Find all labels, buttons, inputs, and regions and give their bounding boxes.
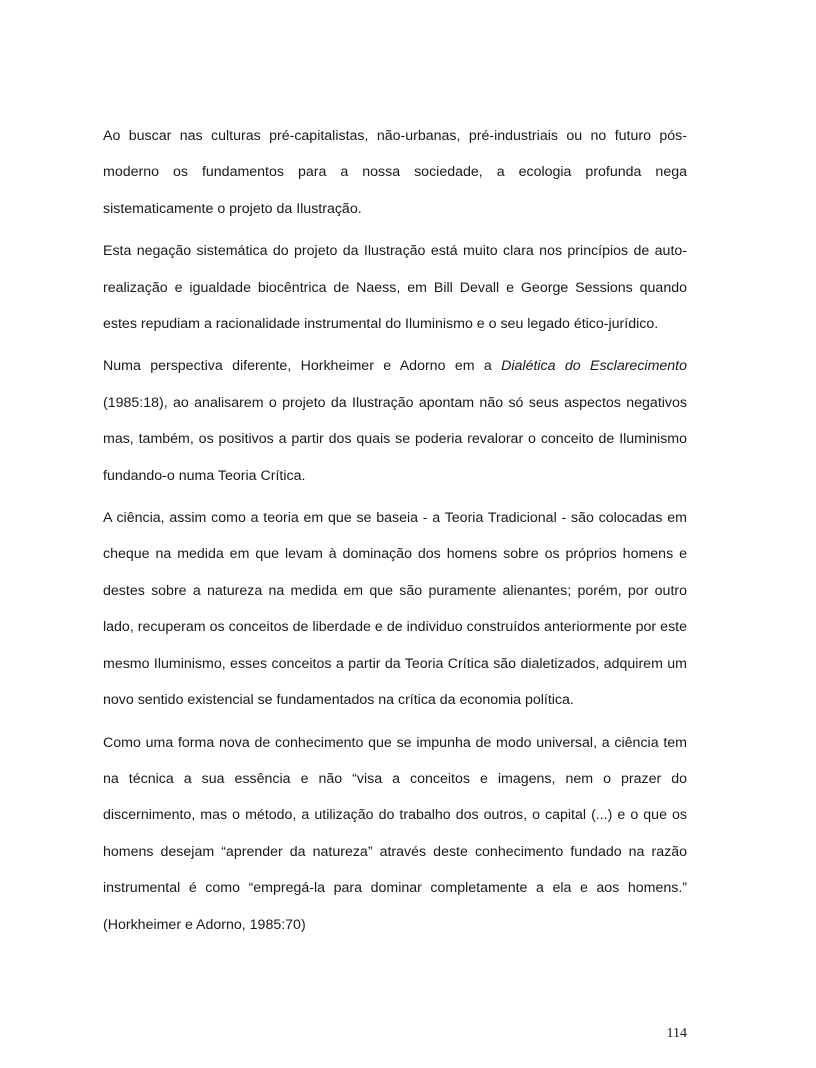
- paragraph-conhecimento-universal: Como uma forma nova de conhecimento que se impunha de modo universal, a ciência tem na técnica a sua essência e não “visa a conceitos e imagens, nem o prazer do discernimento, mas o método, a utilização do trabalho dos outros, o capital (...) e o que os homens desejam “aprender da natureza” através deste conhecimento fundado na razão instrumental é como “empregá-la para dominar completamente a ela e aos homens.” (Horkheimer e Adorno, 1985:70): [103, 734, 687, 933]
- paragraph-horkheimer-adorno: [103, 348, 687, 494]
- paragraph-negacao-sistematica: Esta negação sistemática do projeto da Ilustração está muito clara nos princípios de auto-realização e igualdade biocêntrica de Naess, em Bill Devall e George Sessions quando estes repudiam a racionalidade instrumental do Iluminismo e o seu legado ético-jurídico.: [103, 243, 687, 333]
- book-title: Dialética do Esclarecimento: [501, 358, 687, 375]
- page-number: 114: [666, 1026, 687, 1041]
- paragraph-text-before-title: Numa perspectiva diferente, Horkheimer e Adorno em a: [103, 358, 502, 375]
- body-text: [103, 118, 687, 949]
- paragraph-ciencia-teoria: A ciência, assim como a teoria em que se baseia - a Teoria Tradicional - são colocadas em cheque na medida em que levam à dominação dos homens sobre os próprios homens e destes sobre a natureza na medida em que são puramente alienantes; porém, por outro lado, recuperam os conceitos de liberdade e de individuo construídos anteriormente por este mesmo Iluminismo, esses conceitos a partir da Teoria Crítica são dialetizados, adquirem um novo sentido existencial se fundamentados na crítica da economia política.: [103, 510, 687, 709]
- paragraph-text-after-title: (1985:18), ao analisarem o projeto da Ilustração apontam não só seus aspectos negativos mas, também, os positivos a partir dos quais se poderia revalorar o conceito de Iluminismo fundando-o numa Teoria Crítica.: [103, 394, 687, 484]
- paragraph-ecologia-profunda: Ao buscar nas culturas pré-capitalistas, não-urbanas, pré-industriais ou no futuro pós-moderno os fundamentos para a nossa sociedade, a ecologia profunda nega sistematicamente o projeto da Ilustração.: [103, 128, 687, 217]
